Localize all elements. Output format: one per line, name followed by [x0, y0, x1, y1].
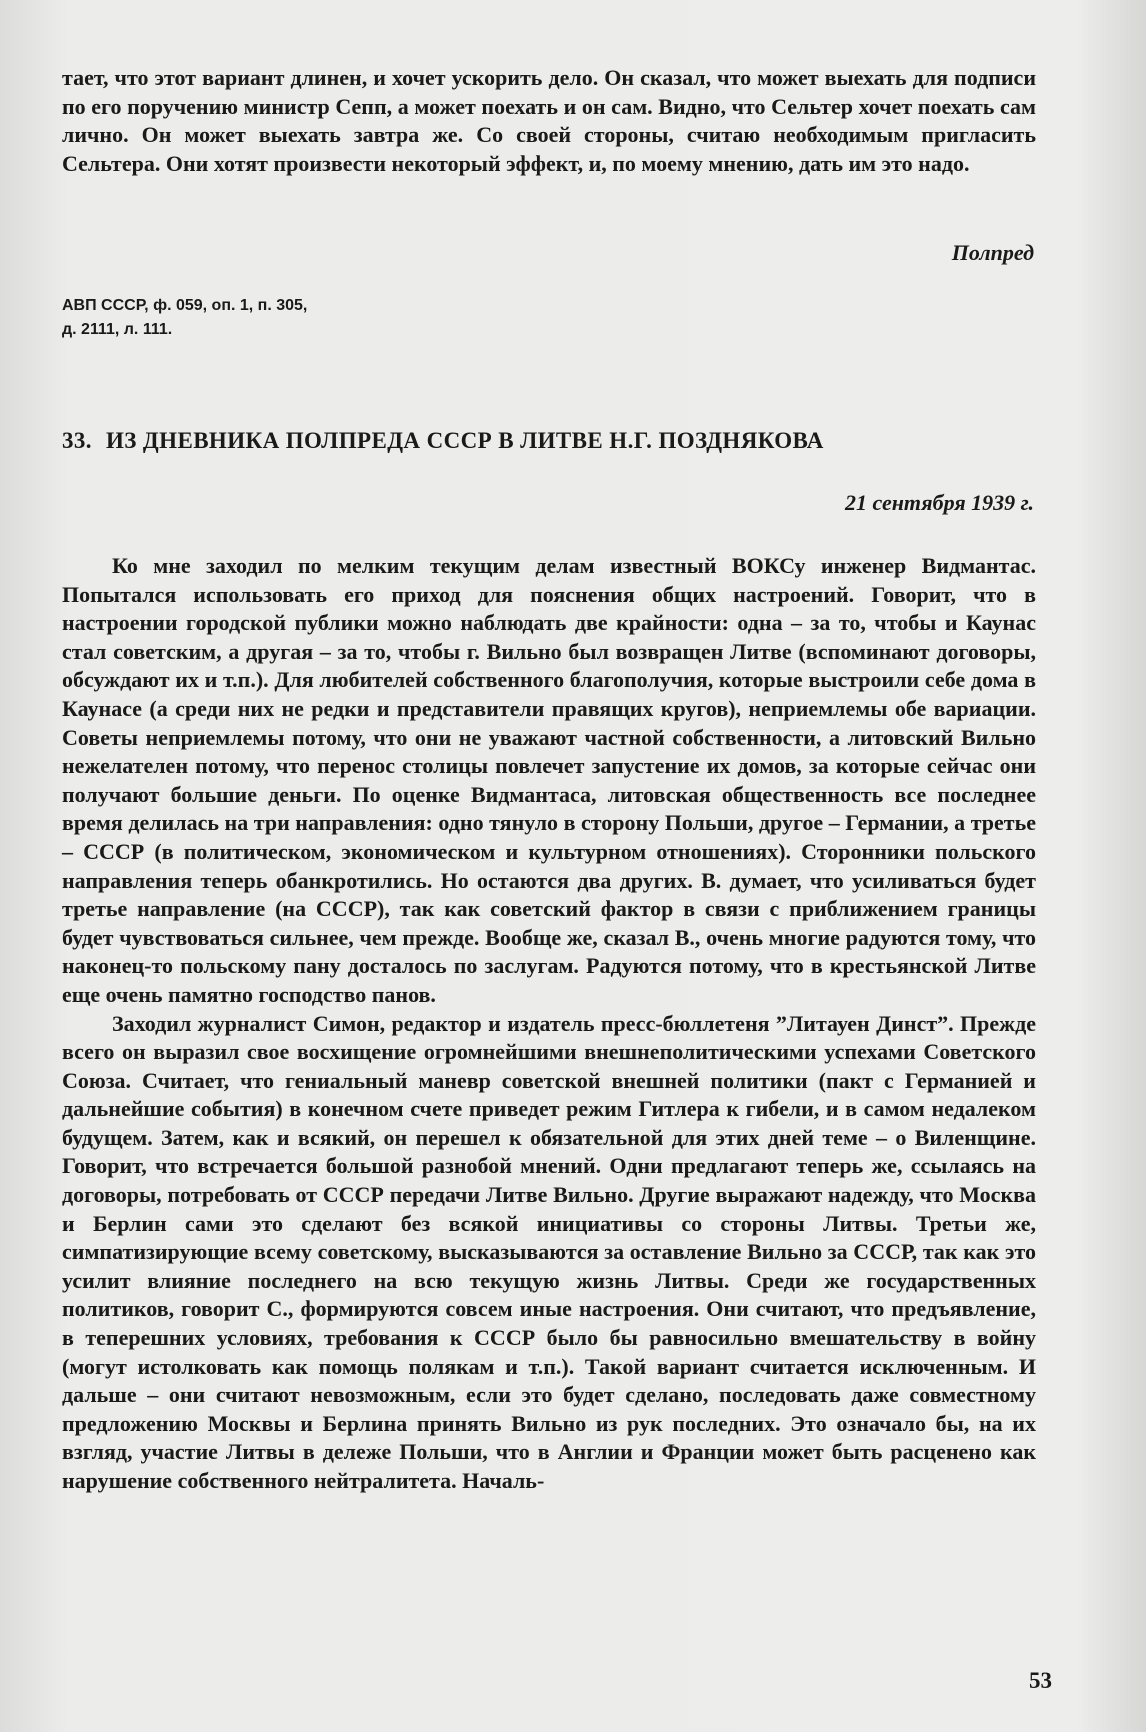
archive-reference-line-2: д. 2111, л. 111.	[62, 321, 173, 338]
archive-reference-line-1: АВП СССР, ф. 059, оп. 1, п. 305,	[62, 297, 308, 314]
section-number: 33.	[62, 428, 92, 453]
section-heading	[62, 428, 1036, 454]
paragraph-simon: Заходил журналист Симон, редактор и издатель пресс-бюллетеня ”Литауен Динст”. Прежде всего он выразил свое восхищение огромнейшими внешнеполитическими успехами Советского Союза. Считает, что гениальный маневр советской внешней политики (пакт с Германией и дальнейшие события) в конечном счете приведет режим Гитлера к гибели, и в самом недалеком будущем. Затем, как и всякий, он перешел к обязательной для этих дней теме – о Виленщине. Говорит, что встречается большой разнобой мнений. Одни предлагают теперь же, ссылаясь на договоры, потребовать от СССР передачи Литве Вильно. Другие выражают надежду, что Москва и Берлин сами это сделают без всякой инициативы со стороны Литвы. Третьи же, симпатизирующие всему советскому, высказываются за оставление Вильно за СССР, так как это усилит влияние последнего на всю текущую жизнь Литвы. Среди же государственных политиков, говорит С., формируются совсем иные настроения. Они считают, что предъявление, в теперешних условиях, требования к СССР было бы равносильно вмешательству в войну (могут истолковать как помощь полякам и т.п.). Такой вариант считается исключенным. И дальше – они считают невозможным, если это будет сделано, последовать даже совместному предложению Москвы и Берлина принять Вильно из рук последних. Это означало бы, на их взгляд, участие Литвы в дележе Польши, что в Англии и Франции может быть расценено как нарушение собственного нейтралитета. Началь-	[62, 1010, 1036, 1493]
page-number: 53	[1029, 1668, 1052, 1693]
paragraph-vidmantas: Ко мне заходил по мелким текущим делам известный ВОКСу инженер Видмантас. Попытался использовать его приход для пояснения общих настроений. Говорит, что в настроении городской публики можно наблюдать две крайности: одна – за то, чтобы и Каунас стал советским, а другая – за то, чтобы г. Вильно был возвращен Литве (вспоминают договоры, обсуждают их и т.п.). Для любителей собственного благополучия, которые выстроили себе дома в Каунасе (а среди них не редки и представители правящих кругов), неприемлемы обе вариации. Советы неприемлемы потому, что они не уважают частной собственности, а литовский Вильно нежелателен потому, что перенос столицы повлечет запустение их домов, за которые сейчас они получают большие деньги. По оценке Видмантаса, литовская общественность все последнее время делилась на три направления: одно тянуло в сторону Польши, другое – Германии, а третье – СССР (в политическом, экономическом и культурном отношениях). Сторонники польского направления теперь обанкротились. Но остаются два других. В. думает, что усиливаться будет третье направление (на СССР), так как советский фактор в связи с приближением границы будет чувствоваться сильнее, чем прежде. Вообще же, сказал В., очень многие радуются тому, что наконец-то польскому пану досталось по заслугам. Радуются потому, что в крестьянской Литве еще очень памятно господство панов.	[62, 553, 1036, 1007]
continued-paragraph	[62, 64, 1036, 178]
paragraph-text: тает, что этот вариант длинен, и хочет ускорить дело. Он сказал, что может выехать для подписи по его поручению министр Сепп, а может поехать и он сам. Видно, что Сельтер хочет поехать сам лично. Он может выехать завтра же. Со своей стороны, считаю необходимым пригласить Сельтера. Они хотят произвести некоторый эффект, и, по моему мнению, дать им это надо.	[62, 65, 1036, 176]
section-title: ИЗ ДНЕВНИКА ПОЛПРЕДА СССР В ЛИТВЕ Н.Г. ПОЗДНЯКОВА	[105, 428, 824, 453]
main-text	[62, 552, 1036, 1496]
signature-polpred: Полпред	[951, 240, 1034, 265]
section-date: 21 сентября 1939 г.	[844, 490, 1034, 515]
archive-reference	[62, 294, 307, 342]
